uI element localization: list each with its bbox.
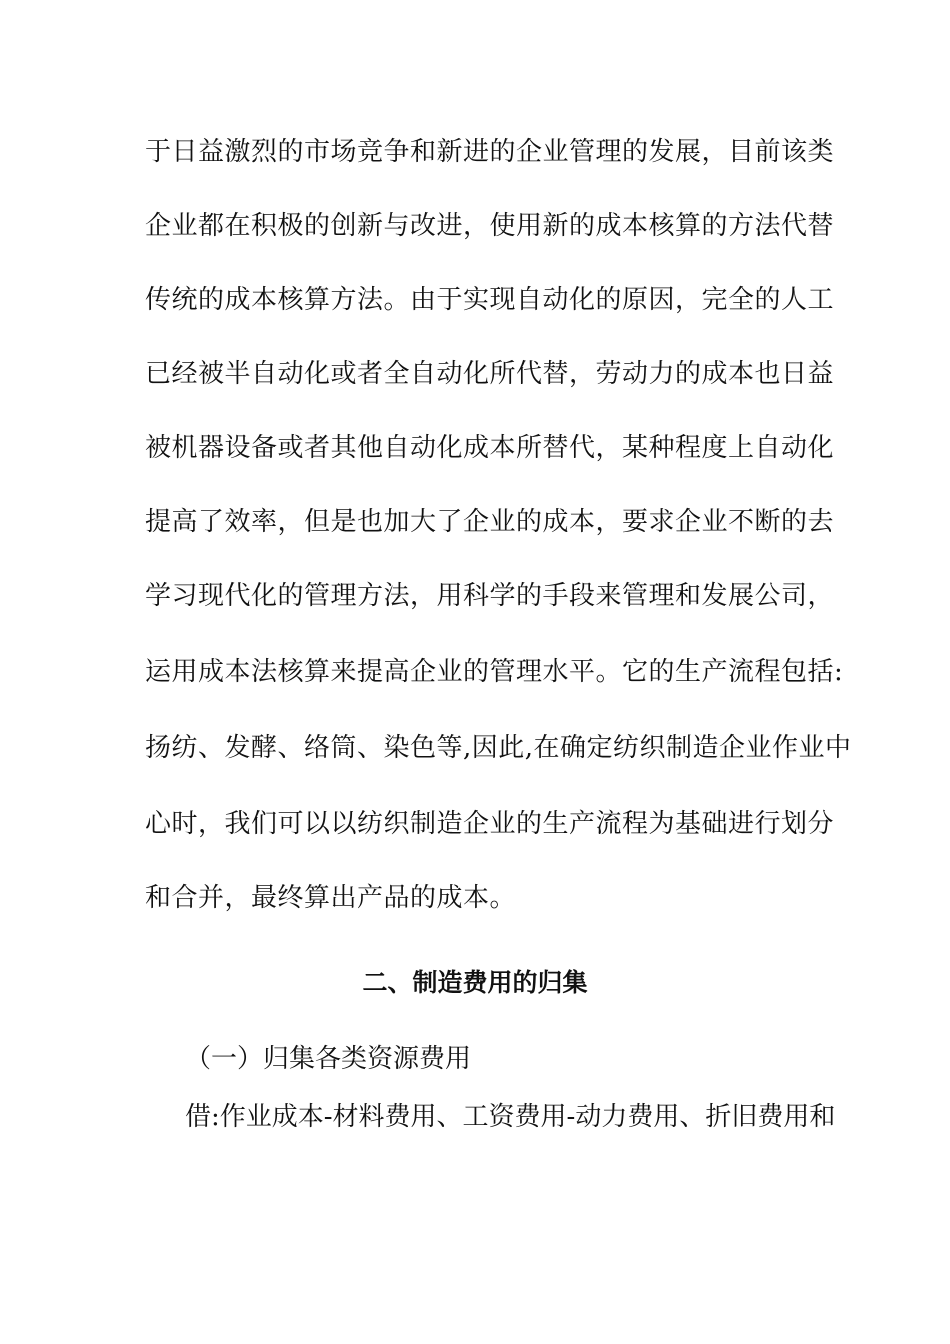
- paragraph-line: 企业都在积极的创新与改进，使用新的成本核算的方法代替: [145, 211, 835, 241]
- subsection-heading: （一）归集各类资源费用: [185, 1044, 472, 1074]
- paragraph-line: 被机器设备或者其他自动化成本所替代，某种程度上自动化: [145, 433, 835, 463]
- paragraph-line: 心时，我们可以以纺织制造企业的生产流程为基础进行划分: [145, 809, 835, 839]
- paragraph-line: 扬纺、发酵、络筒、染色等,因此,在确定纺织制造企业作业中: [145, 733, 852, 763]
- paragraph-line: 提高了效率，但是也加大了企业的成本，要求企业不断的去: [145, 507, 835, 537]
- paragraph-line: 学习现代化的管理方法，用科学的手段来管理和发展公司，: [145, 581, 835, 611]
- paragraph-line: 和合并，最终算出产品的成本。: [145, 883, 517, 913]
- paragraph-line: 传统的成本核算方法。由于实现自动化的原因，完全的人工: [145, 285, 835, 315]
- paragraph-line: 运用成本法核算来提高企业的管理水平。它的生产流程包括:: [145, 657, 844, 687]
- paragraph-line: 于日益激烈的市场竞争和新进的企业管理的发展，目前该类: [145, 137, 835, 167]
- section-heading: 二、制造费用的归集: [362, 968, 588, 997]
- journal-entry-line: 借:作业成本-材料费用、工资费用-动力费用、折旧费用和: [185, 1102, 836, 1132]
- paragraph-line: 已经被半自动化或者全自动化所代替，劳动力的成本也日益: [145, 359, 835, 389]
